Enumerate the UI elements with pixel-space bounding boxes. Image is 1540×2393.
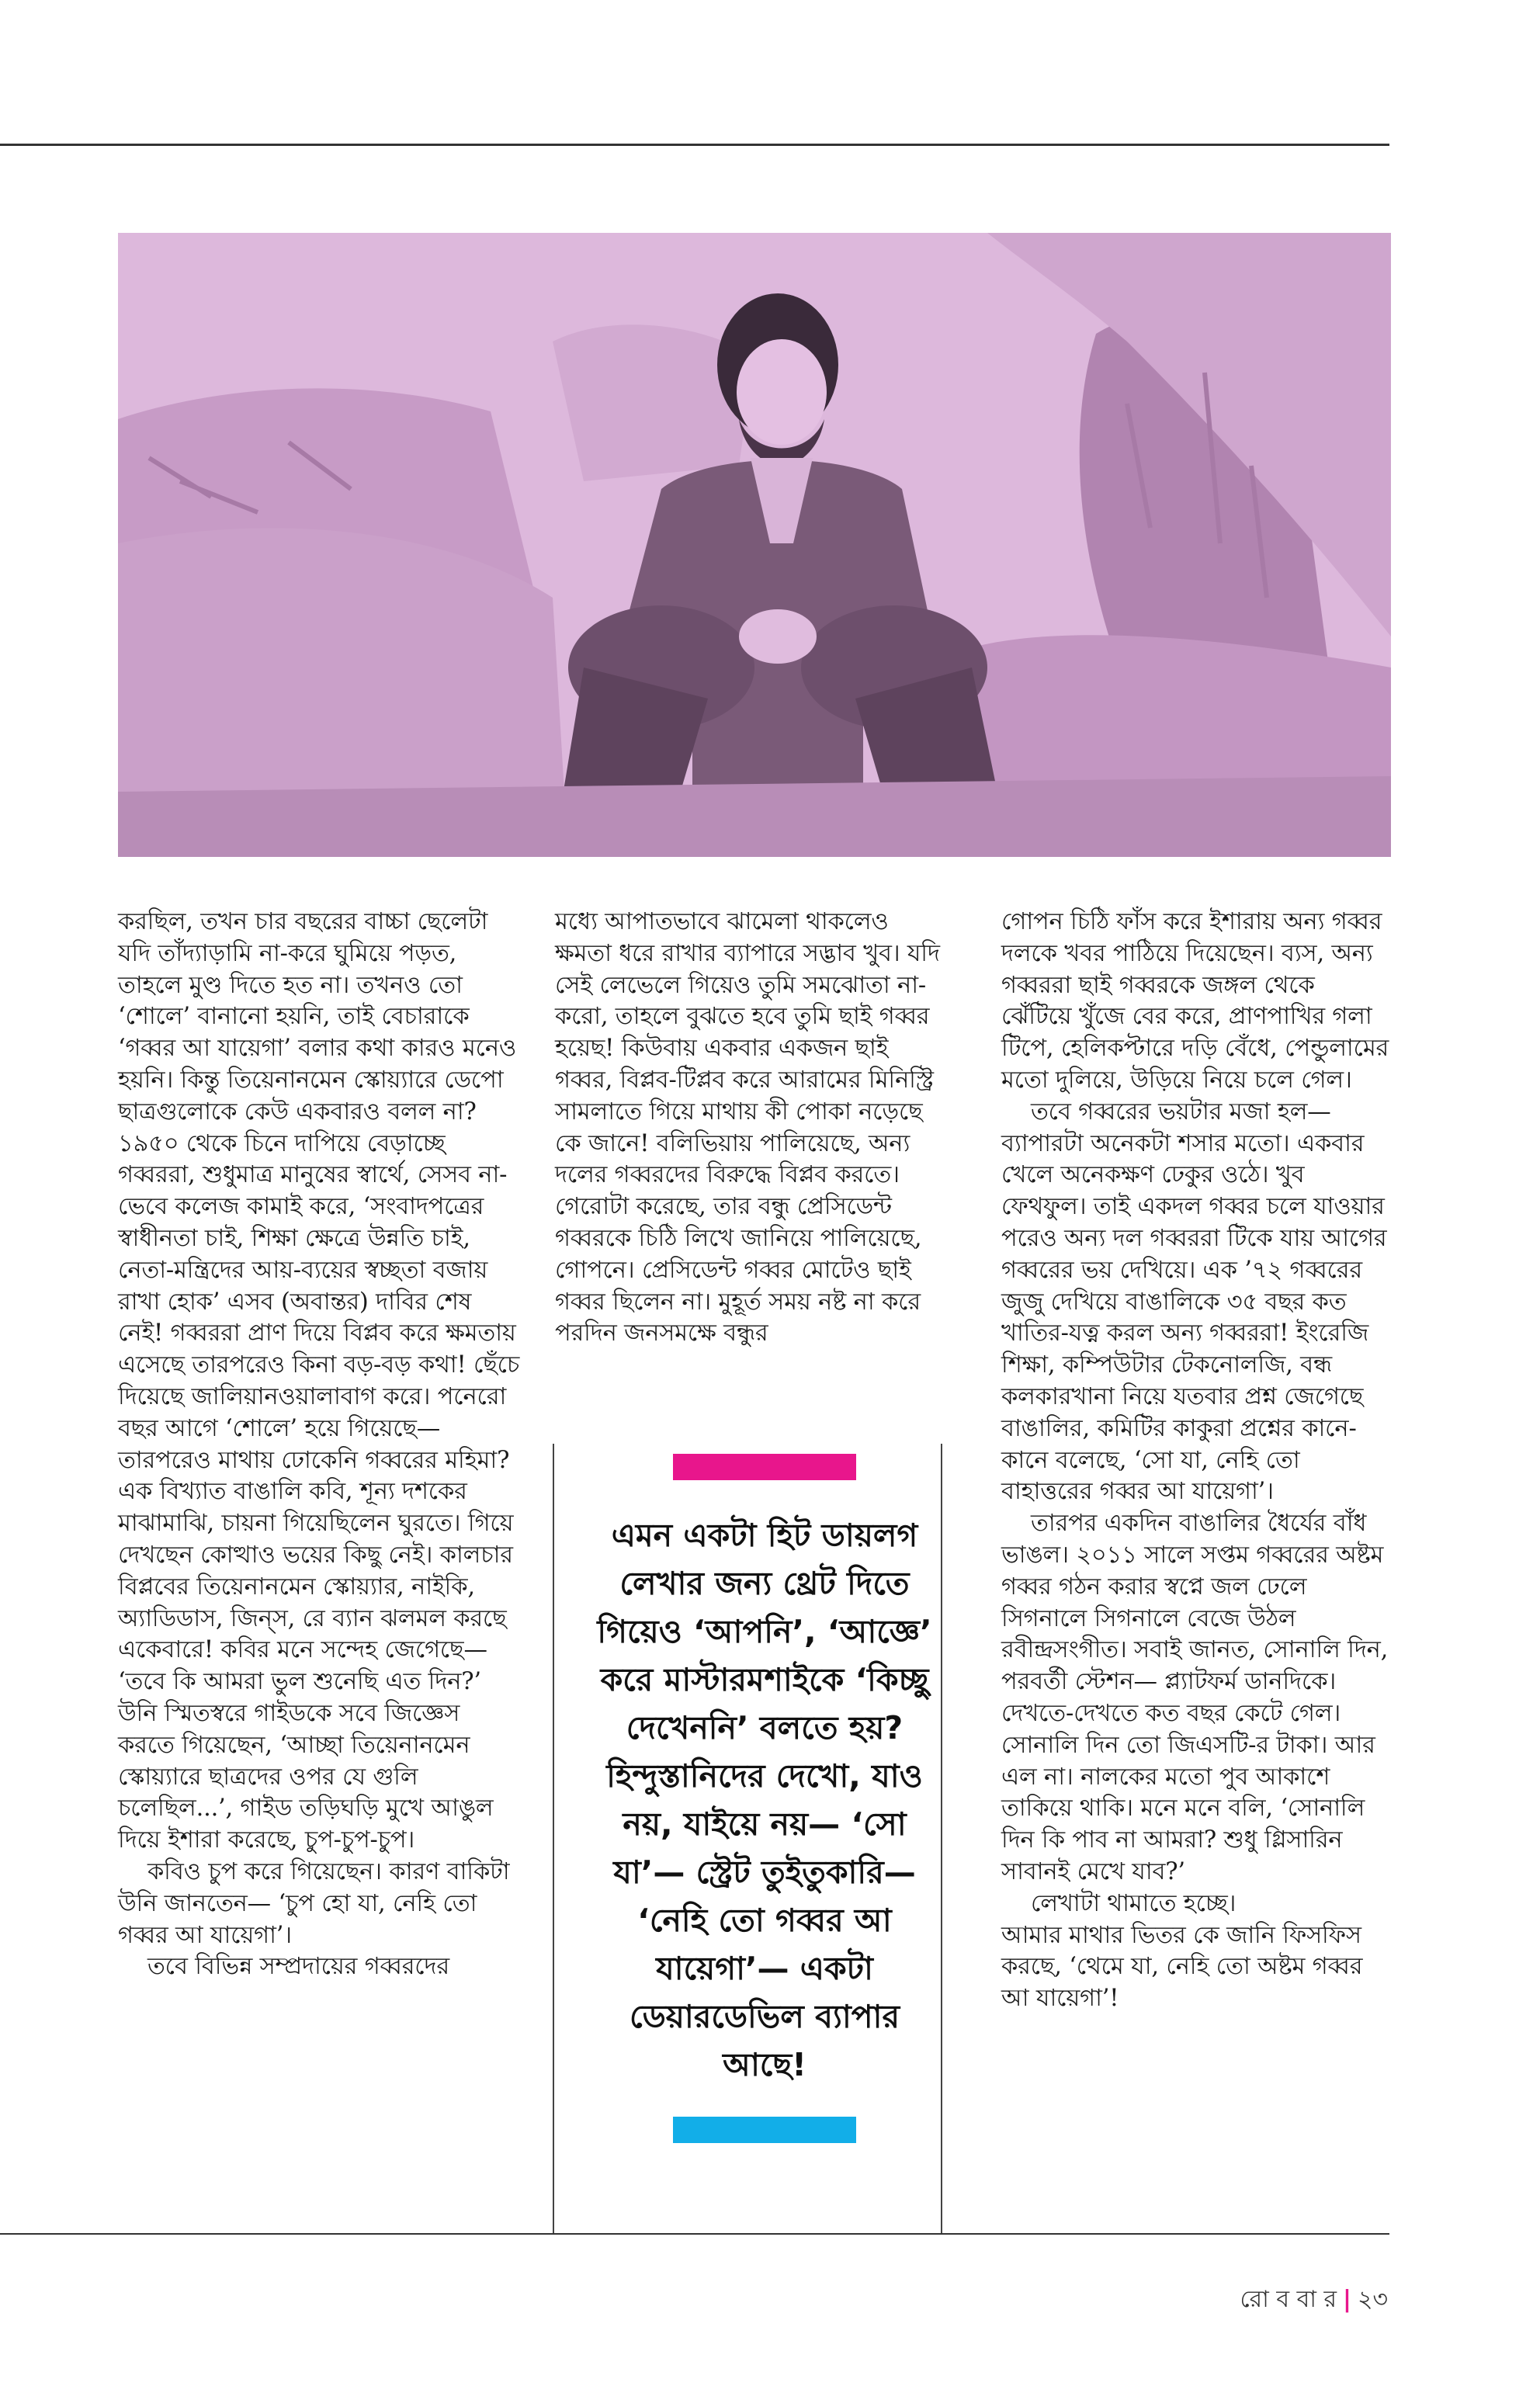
col3-para-1: গোপন চিঠি ফাঁস করে ইশারায় অন্য গব্বর দলকে খবর পাঠিয়ে দিয়েছেন। ব্যস, অন্য গব্বররা ছাই গব্বরকে জঙ্গল থেকে ঝেঁটিয়ে খুঁজে বের করে, প্রাণপাখির গলা টিপে, হেলিকপ্টারে দড়ি বেঁধে, পেন্ডুলামের মতো দুলিয়ে, উড়িয়ে নিয়ে চলে গেল। bbox=[1001, 908, 1389, 1094]
magazine-name: রো ব বা র bbox=[1240, 2286, 1337, 2313]
pull-quote-bottom-bar bbox=[673, 2117, 856, 2143]
col1-para-1: করছিল, তখন চার বছরের বাচ্চা ছেলেটা যদি তাঁদ্যাড়ামি না-করে ঘুমিয়ে পড়ত, তাহলে মুণ্ড দিতে হত না। তখনও তো ‘শোলে’ বানানো হয়নি, তাই বেচারাকে ‘গব্বর আ যায়েগা’ বলার কথা কারও মনেও হয়নি। কিন্তু তিয়েনানমেন স্কোয়্যারে ডেপো ছাত্রগুলোকে কেউ একবারও বলল না? ১৯৫০ থেকে চিনে দাপিয়ে বেড়াচ্ছে গব্বররা, শুধুমাত্র মানুষের স্বার্থে, সেসব না-ভেবে কলেজ কামাই করে, ‘সংবাদপত্রের স্বাধীনতা চাই, শিক্ষা ক্ষেত্রে উন্নতি চাই, নেতা-মন্ত্রিদের আয়-ব্যয়ের স্বচ্ছতা বজায় রাখা হোক’ এসব (অবান্তর) দাবির শেষ নেই! গব্বররা প্রাণ দিয়ে বিপ্লব করে ক্ষমতায় এসেছে তারপরেও কিনা বড়-বড় কথা! ছেঁচে দিয়েছে জালিয়ানওয়ালাবাগ করে। পনেরো বছর আগে ‘শোলে’ হয়ে গিয়েছে— তারপরেও মাথায় ঢোকেনি গব্বরের মহিমা? এক বিখ্যাত বাঙালি কবি, শূন্য দশকের মাঝামাঝি, চায়না গিয়েছিলেন ঘুরতে। গিয়ে দেখছেন কোত্থাও ভয়ের কিছু নেই। কালচার বিপ্লবের তিয়েনানমেন স্কোয়্যার, নাইকি, অ্যাডিডাস, জিন্‌স, রে ব্যান ঝলমল করছে একেবারে! কবির মনে সন্দেহ জেগেছে— ‘তবে কি আমরা ভুল শুনেছি এত দিন?’ উনি স্মিতস্বরে গাইডকে সবে জিজ্ঞেস করতে গিয়েছেন, ‘আচ্ছা তিয়েনানমেন স্কোয়্যারে ছাত্রদের ওপর যে গুলি চলেছিল...’, গাইড তড়িঘড়ি মুখে আঙুল দিয়ে ইশারা করেছে, চুপ-চুপ-চুপ। bbox=[118, 908, 520, 1854]
col1-para-3: তবে বিভিন্ন সম্প্রদায়ের গব্বরদের bbox=[147, 1953, 449, 1981]
article-column-3 bbox=[1001, 907, 1389, 2015]
col1-para-2: কবিও চুপ করে গিয়েছেন। কারণ বাকিটা উনি জানতেন— ‘চুপ হো যা, নেহি তো গব্বর আ যায়েগা’। bbox=[118, 1857, 510, 1949]
page-footer bbox=[1240, 2280, 1388, 2320]
col3-para-5: আমার মাথার ভিতর কে জানি ফিসফিস করছে, ‘থেমে যা, নেহি তো অষ্টম গব্বর আ যায়েগা’! bbox=[1001, 1921, 1363, 2013]
col2-para-1: মধ্যে আপাতভাবে ঝামেলা থাকলেও ক্ষমতা ধরে রাখার ব্যাপারে সদ্ভাব খুব। যদি সেই লেভেলে গিয়েও তুমি সমঝোতা না-করো, তাহলে বুঝতে হবে তুমি ছাই গব্বর হয়েছ! কিউবায় একবার একজন ছাই গব্বর, বিপ্লব-টিপ্লব করে আরামের মিনিস্ট্রি সামলাতে গিয়ে মাথায় কী পোকা নড়েছে কে জানে! বলিভিয়ায় পালিয়েছে, অন্য দলের গব্বরদের বিরুদ্ধে বিপ্লব করতে। গেরোটা করেছে, তার বন্ধু প্রেসিডেন্ট গব্বরকে চিঠি লিখে জানিয়ে পালিয়েছে, গোপনে। প্রেসিডেন্ট গব্বর মোটেও ছাই গব্বর ছিলেন না। মুহূর্ত সময় নষ্ট না করে পরদিন জনসমক্ষে বন্ধুর bbox=[555, 908, 940, 1347]
photo-illustration bbox=[118, 233, 1391, 857]
article-column-1 bbox=[118, 907, 522, 1983]
footer-separator: | bbox=[1343, 2286, 1351, 2313]
pull-quote bbox=[582, 1454, 947, 2143]
pull-quote-text: এমন একটা হিট ডায়লগ লেখার জন্য থ্রেট দিতে গিয়েও ‘আপনি’, ‘আজ্ঞে’ করে মাস্টারমশাইকে ‘কিচ্ছু দেখেননি’ বলতে হয়? হিন্দুস্তানিদের দেখো, যাও নয়, যাইয়ে নয়— ‘সো যা’— স্ট্রেট তুইতুকারি— ‘নেহি তো গব্বর আ যায়েগা’— একটা ডেয়ারডেভিল ব্যাপার আছে! bbox=[597, 1517, 932, 2083]
article-column-2 bbox=[555, 907, 943, 1350]
col3-para-4: লেখাটা থামাতে হচ্ছে। bbox=[1031, 1889, 1237, 1917]
col3-para-3: তারপর একদিন বাঙালির ধৈর্যের বাঁধ ভাঙল। ২০১১ সালে সপ্তম গব্বরের অষ্টম গব্বর গঠন করার স্বপ্নে জল ঢেলে সিগনালে সিগনালে বেজে উঠল রবীন্দ্রসংগীত। সবাই জানত, সোনালি দিন, পরবর্তী স্টেশন— প্ল্যাটফর্ম ডানদিকে। দেখতে-দেখতে কত বছর কেটে গেল। সোনালি দিন তো জিএসটি-র টাকা। আর এল না। নালকের মতো পুব আকাশে তাকিয়ে থাকি। মনে মনে বলি, ‘সোনালি দিন কি পাব না আমরা? শুধু গ্লিসারিন সাবানই মেখে যাব?’ bbox=[1001, 1510, 1389, 1885]
page-number: ২৩ bbox=[1357, 2286, 1388, 2313]
bottom-rule bbox=[0, 2233, 1389, 2235]
col3-para-2: তবে গব্বরের ভয়টার মজা হল— ব্যাপারটা অনেকটা শসার মতো। একবার খেলে অনেকক্ষণ ঢেকুর ওঠে। খুব ফেথফুল। তাই একদল গব্বর চলে যাওয়ার পরেও অন্য দল গব্বররা টিকে যায় আগের গব্বরের ভয় দেখিয়ে। এক ’৭২ গব্বরের জুজু দেখিয়ে বাঙালিকে ৩৫ বছর কত খাতির-যত্ন করল অন্য গব্বররা! ইংরেজি শিক্ষা, কম্পিউটার টেকনোলজি, বন্ধ কলকারখানা নিয়ে যতবার প্রশ্ন জেগেছে বাঙালির, কমিটির কাকুরা প্রশ্নের কানে-কানে বলেছে, ‘সো যা, নেহি তো বাহাত্তরের গব্বর আ যায়েগা’। bbox=[1001, 1098, 1387, 1506]
top-rule bbox=[0, 144, 1389, 146]
gabbar-still-photo bbox=[118, 233, 1391, 857]
pull-quote-top-bar bbox=[673, 1454, 856, 1480]
column-rule-left bbox=[553, 1444, 554, 2233]
